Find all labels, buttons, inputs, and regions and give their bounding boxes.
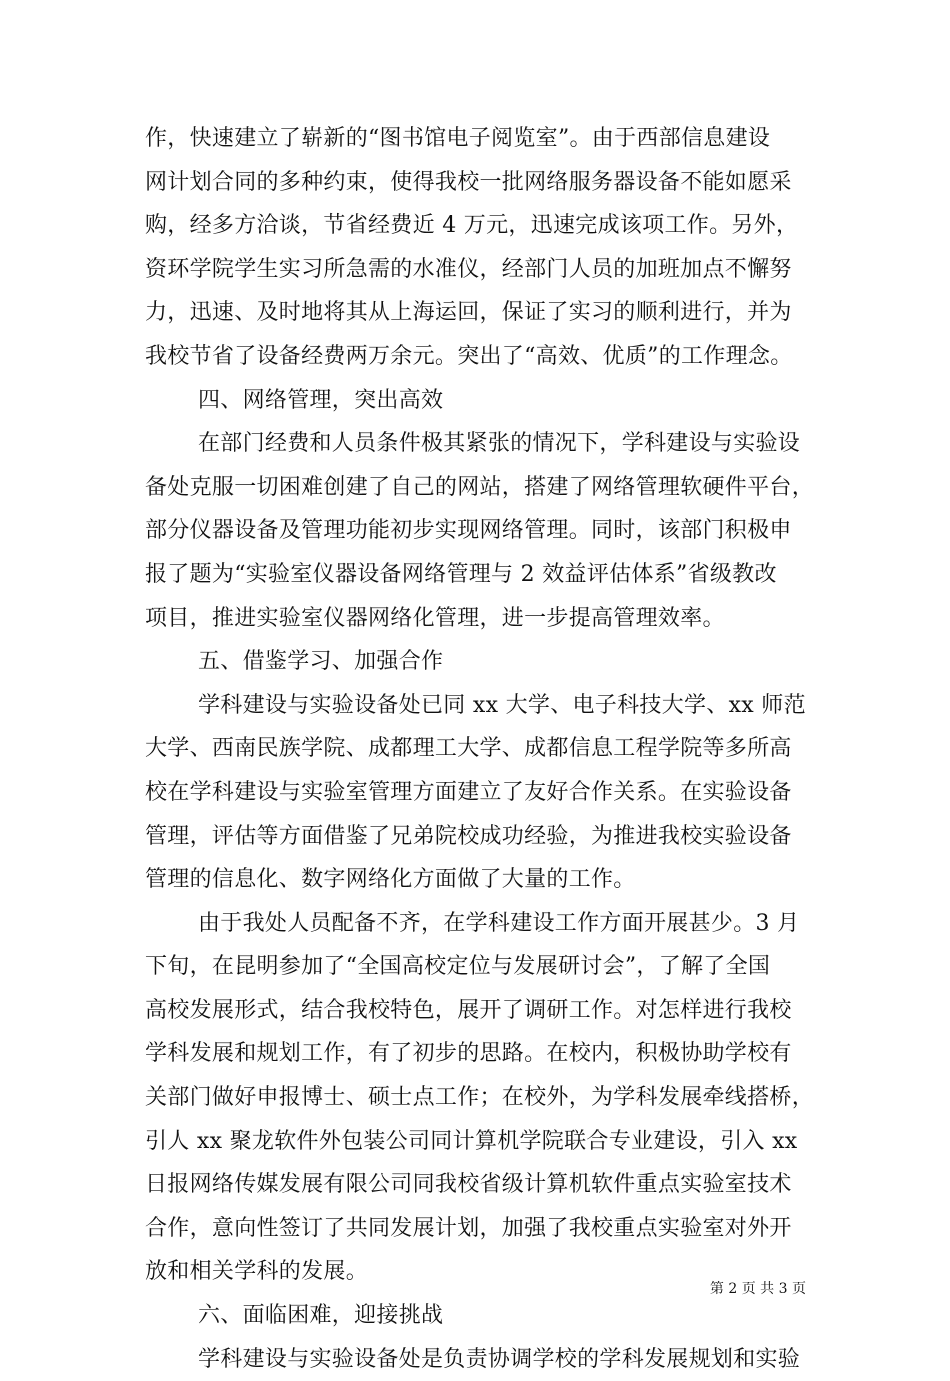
paragraph-line: 引人 xx 聚龙软件外包装公司同计算机学院联合专业建设，引入 xx (145, 1128, 798, 1154)
paragraph-line: 在部门经费和人员条件极其紧张的情况下，学科建设与实验设 (198, 431, 801, 457)
paragraph-line: 高校发展形式，结合我校特色，展开了调研工作。对怎样进行我校 (145, 997, 792, 1023)
paragraph-line: 部分仪器设备及管理功能初步实现网络管理。同时，该部门积极申 (145, 518, 792, 544)
paragraph-line: 管理，评估等方面借鉴了兄弟院校成功经验，为推进我校实验设备 (145, 823, 792, 849)
section-heading: 五、借鉴学习、加强合作 (198, 649, 444, 675)
paragraph-line: 下旬，在昆明参加了“全国高校定位与发展研讨会”，了解了全国 (145, 954, 771, 980)
paragraph-line: 作，快速建立了崭新的“图书馆电子阅览室”。由于西部信息建设 (145, 126, 771, 151)
paragraph-line: 管理的信息化、数字网络化方面做了大量的工作。 (145, 867, 636, 893)
page-number: 第 2 页 共 3 页 (709, 1281, 806, 1297)
paragraph-line: 关部门做好申报博士、硕士点工作；在校外，为学科发展牵线搭桥， (145, 1085, 815, 1111)
paragraph-line: 网计划合同的多种约束，使得我校一批网络服务器设备不能如愿采 (145, 169, 792, 195)
paragraph-line: 日报网络传媒发展有限公司同我校省级计算机软件重点实验室技术 (145, 1172, 792, 1198)
paragraph-line: 力，迅速、及时地将其从上海运回，保证了实习的顺利进行，并为 (145, 300, 792, 326)
paragraph-line: 报了题为“实验室仪器设备网络管理与 2 效益评估体系”省级教改 (145, 561, 777, 587)
document-body (145, 117, 815, 1381)
section-heading: 六、面临困难，迎接挑战 (198, 1303, 444, 1329)
paragraph-line: 学科建设与实验设备处已同 xx 大学、电子科技大学、xx 师范 (198, 692, 806, 718)
paragraph-line: 资环学院学生实习所急需的水准仪，经部门人员的加班加点不懈努 (145, 256, 792, 282)
paragraph-line: 由于我处人员配备不齐，在学科建设工作方面开展甚少。3 月 (198, 910, 800, 936)
section-heading: 四、网络管理，突出高效 (198, 387, 444, 413)
paragraph-line: 合作，意向性签订了共同发展计划，加强了我校重点实验室对外开 (145, 1215, 792, 1241)
paragraph-line: 校在学科建设与实验室管理方面建立了友好合作关系。在实验设备 (145, 779, 792, 805)
paragraph-line: 备处克服一切困难创建了自己的网站，搭建了网络管理软硬件平台， (145, 474, 815, 500)
paragraph-line: 项目，推进实验室仪器网络化管理，进一步提高管理效率。 (145, 605, 725, 631)
paragraph-line: 购，经多方洽谈，节省经费近 4 万元，迅速完成该项工作。另外， (145, 213, 799, 239)
paragraph-line: 学科发展和规划工作，有了初步的思路。在校内，积极协助学校有 (145, 1041, 792, 1067)
paragraph-line: 学科建设与实验设备处是负责协调学校的学科发展规划和实验 (198, 1346, 801, 1372)
paragraph-line: 我校节省了设备经费两万余元。突出了“高效、优质”的工作理念。 (145, 343, 793, 369)
paragraph-line: 大学、西南民族学院、成都理工大学、成都信息工程学院等多所高 (145, 736, 792, 762)
paragraph-line: 放和相关学科的发展。 (145, 1259, 369, 1285)
